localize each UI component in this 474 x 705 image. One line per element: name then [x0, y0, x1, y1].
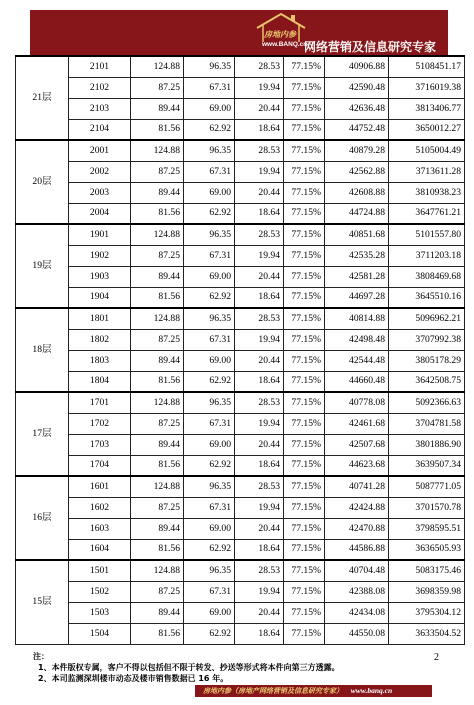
table-row — [16, 350, 465, 371]
unit-cell: 1502 — [69, 581, 131, 602]
number-cell: 81.56 — [131, 371, 184, 392]
number-cell: 69.00 — [184, 182, 235, 203]
unit-price-table — [15, 55, 465, 645]
number-cell: 3704781.58 — [389, 413, 465, 434]
number-cell: 20.44 — [235, 182, 284, 203]
number-cell: 18.64 — [235, 287, 284, 308]
unit-cell: 2001 — [69, 140, 131, 161]
number-cell: 42581.28 — [325, 266, 389, 287]
number-cell: 124.88 — [131, 476, 184, 497]
percent-cell: 77.15% — [284, 371, 325, 392]
table-row — [16, 518, 465, 539]
number-cell: 87.25 — [131, 329, 184, 350]
number-cell: 89.44 — [131, 350, 184, 371]
number-cell: 40814.88 — [325, 308, 389, 329]
notes-heading: 注： — [33, 652, 49, 661]
number-cell: 3805178.29 — [389, 350, 465, 371]
footer-url: www.banq.cn — [350, 686, 393, 695]
number-cell: 96.35 — [184, 392, 235, 413]
number-cell: 3639507.34 — [389, 455, 465, 476]
percent-cell: 77.15% — [284, 623, 325, 644]
table-row — [16, 371, 465, 392]
number-cell: 89.44 — [131, 518, 184, 539]
table-row — [16, 140, 465, 161]
number-cell: 3808469.68 — [389, 266, 465, 287]
table-row — [16, 224, 465, 245]
unit-cell: 1904 — [69, 287, 131, 308]
percent-cell: 77.15% — [284, 161, 325, 182]
unit-cell: 1701 — [69, 392, 131, 413]
number-cell: 62.92 — [184, 119, 235, 140]
percent-cell: 77.15% — [284, 266, 325, 287]
table-row — [16, 182, 465, 203]
table-row — [16, 392, 465, 413]
header-tagline: 网络营销及信息研究专家 — [304, 40, 437, 54]
number-cell: 89.44 — [131, 266, 184, 287]
number-cell: 3650012.27 — [389, 119, 465, 140]
number-cell: 40778.08 — [325, 392, 389, 413]
unit-cell: 1603 — [69, 518, 131, 539]
number-cell: 69.00 — [184, 350, 235, 371]
number-cell: 81.56 — [131, 623, 184, 644]
number-cell: 42507.68 — [325, 434, 389, 455]
table-row — [16, 98, 465, 119]
percent-cell: 77.15% — [284, 182, 325, 203]
number-cell: 40906.88 — [325, 56, 389, 77]
number-cell: 69.00 — [184, 98, 235, 119]
number-cell: 5087771.05 — [389, 476, 465, 497]
floor-label: 18层 — [16, 308, 69, 392]
percent-cell: 77.15% — [284, 329, 325, 350]
number-cell: 96.35 — [184, 224, 235, 245]
number-cell: 40851.68 — [325, 224, 389, 245]
number-cell: 18.64 — [235, 203, 284, 224]
number-cell: 5092366.63 — [389, 392, 465, 413]
number-cell: 42388.08 — [325, 581, 389, 602]
logo-name: 房地内参 — [264, 29, 296, 39]
unit-cell: 1803 — [69, 350, 131, 371]
unit-cell: 2102 — [69, 77, 131, 98]
notes — [33, 651, 340, 684]
number-cell: 62.92 — [184, 455, 235, 476]
number-cell: 28.53 — [235, 308, 284, 329]
number-cell: 18.64 — [235, 371, 284, 392]
unit-cell: 1901 — [69, 224, 131, 245]
number-cell: 87.25 — [131, 161, 184, 182]
number-cell: 124.88 — [131, 140, 184, 161]
number-cell: 40741.28 — [325, 476, 389, 497]
number-cell: 67.31 — [184, 161, 235, 182]
percent-cell: 77.15% — [284, 434, 325, 455]
number-cell: 96.35 — [184, 560, 235, 581]
table-row — [16, 581, 465, 602]
percent-cell: 77.15% — [284, 392, 325, 413]
number-cell: 44752.48 — [325, 119, 389, 140]
percent-cell: 77.15% — [284, 224, 325, 245]
number-cell: 67.31 — [184, 329, 235, 350]
percent-cell: 77.15% — [284, 98, 325, 119]
number-cell: 20.44 — [235, 434, 284, 455]
number-cell: 87.25 — [131, 245, 184, 266]
number-cell: 42562.88 — [325, 161, 389, 182]
table-body — [16, 56, 465, 644]
number-cell: 62.92 — [184, 287, 235, 308]
number-cell: 19.94 — [235, 497, 284, 518]
number-cell: 18.64 — [235, 623, 284, 644]
number-cell: 5083175.46 — [389, 560, 465, 581]
table-row — [16, 476, 465, 497]
number-cell: 20.44 — [235, 266, 284, 287]
percent-cell: 77.15% — [284, 308, 325, 329]
floor-label: 20层 — [16, 140, 69, 224]
floor-label: 16层 — [16, 476, 69, 560]
number-cell: 3642508.75 — [389, 371, 465, 392]
unit-cell: 1702 — [69, 413, 131, 434]
number-cell: 3645510.16 — [389, 287, 465, 308]
unit-cell: 1902 — [69, 245, 131, 266]
number-cell: 89.44 — [131, 98, 184, 119]
unit-cell: 1504 — [69, 623, 131, 644]
number-cell: 96.35 — [184, 476, 235, 497]
table-row — [16, 497, 465, 518]
table-row — [16, 203, 465, 224]
footer-title: 房地内参（房地产网络营销及信息研究专家） — [203, 686, 343, 695]
table-row — [16, 623, 465, 644]
number-cell: 20.44 — [235, 98, 284, 119]
number-cell: 42590.48 — [325, 77, 389, 98]
number-cell: 62.92 — [184, 371, 235, 392]
percent-cell: 77.15% — [284, 287, 325, 308]
number-cell: 28.53 — [235, 56, 284, 77]
number-cell: 87.25 — [131, 77, 184, 98]
percent-cell: 77.15% — [284, 497, 325, 518]
percent-cell: 77.15% — [284, 602, 325, 623]
number-cell: 28.53 — [235, 224, 284, 245]
number-cell: 81.56 — [131, 203, 184, 224]
number-cell: 3813406.77 — [389, 98, 465, 119]
unit-cell: 1501 — [69, 560, 131, 581]
number-cell: 42434.08 — [325, 602, 389, 623]
number-cell: 3801886.90 — [389, 434, 465, 455]
note-item: 1、本件版权专属，客户不得以包括但不限于转发、抄送等形式将本件向第三方透露。 — [38, 663, 340, 672]
number-cell: 42544.48 — [325, 350, 389, 371]
table-row — [16, 287, 465, 308]
number-cell: 3701570.78 — [389, 497, 465, 518]
number-cell: 87.25 — [131, 497, 184, 518]
number-cell: 44724.88 — [325, 203, 389, 224]
unit-cell: 1604 — [69, 539, 131, 560]
percent-cell: 77.15% — [284, 77, 325, 98]
table-row — [16, 602, 465, 623]
unit-cell: 2101 — [69, 56, 131, 77]
unit-cell: 2004 — [69, 203, 131, 224]
number-cell: 124.88 — [131, 224, 184, 245]
number-cell: 81.56 — [131, 119, 184, 140]
number-cell: 3798595.51 — [389, 518, 465, 539]
number-cell: 5101557.80 — [389, 224, 465, 245]
number-cell: 19.94 — [235, 581, 284, 602]
unit-cell: 1602 — [69, 497, 131, 518]
unit-cell: 2003 — [69, 182, 131, 203]
table-row — [16, 77, 465, 98]
percent-cell: 77.15% — [284, 413, 325, 434]
number-cell: 3698359.98 — [389, 581, 465, 602]
number-cell: 3713611.28 — [389, 161, 465, 182]
table-row — [16, 434, 465, 455]
number-cell: 42636.48 — [325, 98, 389, 119]
table-row — [16, 119, 465, 140]
number-cell: 20.44 — [235, 350, 284, 371]
number-cell: 69.00 — [184, 518, 235, 539]
number-cell: 62.92 — [184, 623, 235, 644]
number-cell: 20.44 — [235, 602, 284, 623]
number-cell: 44550.08 — [325, 623, 389, 644]
number-cell: 5108451.17 — [389, 56, 465, 77]
number-cell: 42424.88 — [325, 497, 389, 518]
number-cell: 3647761.21 — [389, 203, 465, 224]
number-cell: 69.00 — [184, 602, 235, 623]
number-cell: 3636505.93 — [389, 539, 465, 560]
unit-cell: 1903 — [69, 266, 131, 287]
percent-cell: 77.15% — [284, 119, 325, 140]
unit-cell: 2104 — [69, 119, 131, 140]
number-cell: 42470.88 — [325, 518, 389, 539]
number-cell: 81.56 — [131, 539, 184, 560]
percent-cell: 77.15% — [284, 56, 325, 77]
footer-bar — [195, 685, 432, 697]
percent-cell: 77.15% — [284, 560, 325, 581]
number-cell: 42608.88 — [325, 182, 389, 203]
number-cell: 40879.28 — [325, 140, 389, 161]
number-cell: 18.64 — [235, 455, 284, 476]
table-row — [16, 455, 465, 476]
number-cell: 44623.68 — [325, 455, 389, 476]
number-cell: 44697.28 — [325, 287, 389, 308]
number-cell: 67.31 — [184, 245, 235, 266]
number-cell: 19.94 — [235, 77, 284, 98]
percent-cell: 77.15% — [284, 140, 325, 161]
floor-label: 21层 — [16, 56, 69, 140]
floor-label: 15层 — [16, 560, 69, 644]
number-cell: 40704.48 — [325, 560, 389, 581]
number-cell: 124.88 — [131, 56, 184, 77]
number-cell: 124.88 — [131, 308, 184, 329]
table-row — [16, 266, 465, 287]
number-cell: 96.35 — [184, 308, 235, 329]
unit-cell: 1601 — [69, 476, 131, 497]
number-cell: 67.31 — [184, 581, 235, 602]
number-cell: 69.00 — [184, 266, 235, 287]
number-cell: 69.00 — [184, 434, 235, 455]
percent-cell: 77.15% — [284, 539, 325, 560]
number-cell: 3707992.38 — [389, 329, 465, 350]
number-cell: 42535.28 — [325, 245, 389, 266]
number-cell: 96.35 — [184, 56, 235, 77]
unit-cell: 2103 — [69, 98, 131, 119]
number-cell: 44586.88 — [325, 539, 389, 560]
number-cell: 62.92 — [184, 203, 235, 224]
unit-cell: 1804 — [69, 371, 131, 392]
number-cell: 3795304.12 — [389, 602, 465, 623]
percent-cell: 77.15% — [284, 581, 325, 602]
number-cell: 3633504.52 — [389, 623, 465, 644]
percent-cell: 77.15% — [284, 203, 325, 224]
table-row — [16, 245, 465, 266]
percent-cell: 77.15% — [284, 245, 325, 266]
number-cell: 28.53 — [235, 392, 284, 413]
number-cell: 96.35 — [184, 140, 235, 161]
number-cell: 18.64 — [235, 539, 284, 560]
number-cell: 89.44 — [131, 602, 184, 623]
note-item: 2、本司监测深圳楼市动态及楼市销售数据已 16 年。 — [38, 674, 229, 683]
number-cell: 3711203.18 — [389, 245, 465, 266]
table-row — [16, 413, 465, 434]
page-number: 2 — [434, 652, 439, 663]
number-cell: 67.31 — [184, 497, 235, 518]
table-row — [16, 329, 465, 350]
unit-cell: 1801 — [69, 308, 131, 329]
number-cell: 28.53 — [235, 476, 284, 497]
unit-cell: 1802 — [69, 329, 131, 350]
number-cell: 19.94 — [235, 161, 284, 182]
table-row — [16, 56, 465, 77]
number-cell: 28.53 — [235, 140, 284, 161]
number-cell: 124.88 — [131, 560, 184, 581]
number-cell: 87.25 — [131, 413, 184, 434]
number-cell: 19.94 — [235, 329, 284, 350]
table-row — [16, 308, 465, 329]
floor-label: 17层 — [16, 392, 69, 476]
number-cell: 42461.68 — [325, 413, 389, 434]
number-cell: 44660.48 — [325, 371, 389, 392]
unit-cell: 1704 — [69, 455, 131, 476]
number-cell: 19.94 — [235, 413, 284, 434]
number-cell: 20.44 — [235, 518, 284, 539]
number-cell: 67.31 — [184, 77, 235, 98]
number-cell: 3810938.23 — [389, 182, 465, 203]
number-cell: 87.25 — [131, 581, 184, 602]
number-cell: 18.64 — [235, 119, 284, 140]
number-cell: 3716019.38 — [389, 77, 465, 98]
percent-cell: 77.15% — [284, 455, 325, 476]
number-cell: 19.94 — [235, 245, 284, 266]
number-cell: 42498.48 — [325, 329, 389, 350]
floor-label: 19层 — [16, 224, 69, 308]
table-row — [16, 560, 465, 581]
percent-cell: 77.15% — [284, 350, 325, 371]
number-cell: 5105004.49 — [389, 140, 465, 161]
number-cell: 124.88 — [131, 392, 184, 413]
logo-url: www.BANQ.cn — [262, 41, 308, 48]
number-cell: 62.92 — [184, 539, 235, 560]
number-cell: 5096962.21 — [389, 308, 465, 329]
table-row — [16, 161, 465, 182]
number-cell: 67.31 — [184, 413, 235, 434]
number-cell: 28.53 — [235, 560, 284, 581]
percent-cell: 77.15% — [284, 476, 325, 497]
unit-cell: 2002 — [69, 161, 131, 182]
percent-cell: 77.15% — [284, 518, 325, 539]
number-cell: 89.44 — [131, 434, 184, 455]
unit-cell: 1503 — [69, 602, 131, 623]
header-banner — [30, 10, 448, 55]
unit-cell: 1703 — [69, 434, 131, 455]
number-cell: 81.56 — [131, 287, 184, 308]
number-cell: 89.44 — [131, 182, 184, 203]
table-row — [16, 539, 465, 560]
number-cell: 81.56 — [131, 455, 184, 476]
